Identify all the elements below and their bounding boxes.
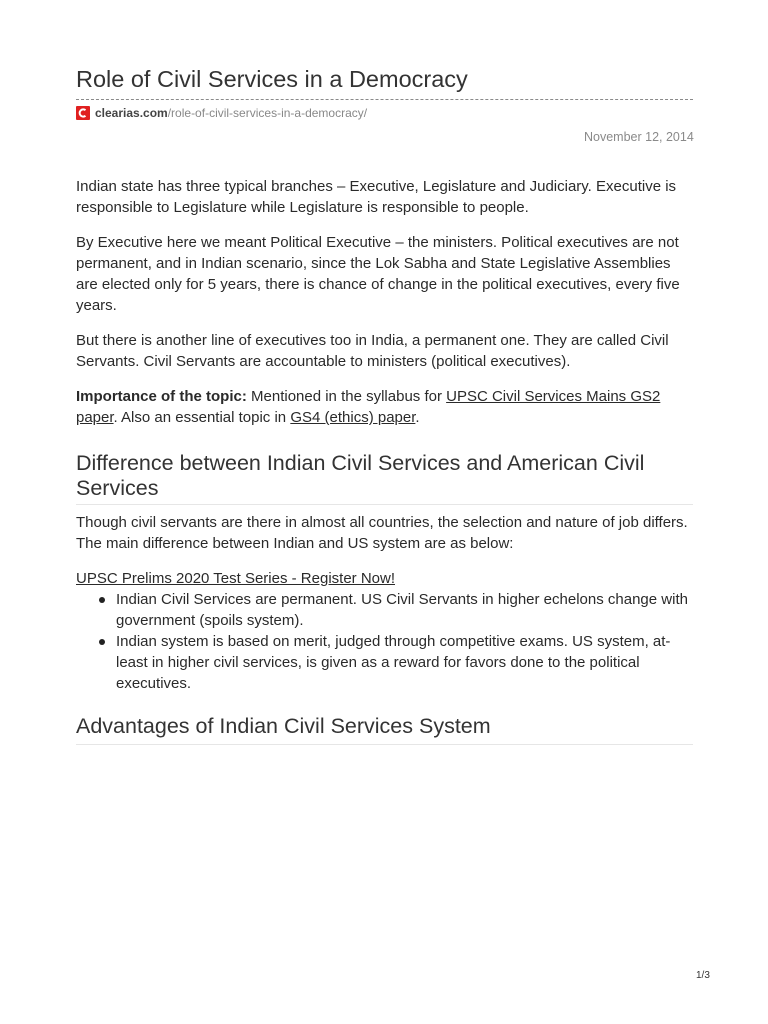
test-series-link[interactable]: UPSC Prelims 2020 Test Series - Register Now! (76, 570, 395, 587)
importance-text-2: . Also an essential topic in (113, 409, 291, 426)
importance-text-1: Mentioned in the syllabus for (246, 388, 447, 405)
gs2-paper-link[interactable]: UPSC Civil Services Mains GS2 paper (76, 388, 661, 426)
list-item-text: Indian Civil Services are permanent. US Civil Servants in higher echelons change with government (spoils system). (116, 591, 688, 629)
page-number: 1/3 (696, 970, 710, 981)
section-heading-advantages: Advantages of Indian Civil Services System (76, 714, 491, 738)
importance-label: Importance of the topic: (76, 388, 247, 405)
source-path[interactable]: /role-of-civil-services-in-a-democracy/ (167, 106, 368, 120)
importance-paragraph (76, 386, 696, 428)
importance-text-3: . (415, 409, 420, 426)
paragraph-3: But there is another line of executives too in India, a permanent one. They are called Civil Servants. Civil Servants are accountable to ministers (political executives). (76, 332, 669, 370)
list-item (76, 631, 693, 694)
paragraph-1: Indian state has three typical branches – Executive, Legislature and Judiciary. Executive is responsible to Legislature while Legislature is responsible to people. (76, 178, 677, 216)
clearias-logo-icon (76, 106, 90, 120)
section-heading-difference: Difference between Indian Civil Services and American Civil Services (76, 451, 645, 500)
gs4-paper-link[interactable]: GS4 (ethics) paper (290, 409, 416, 426)
difference-list (76, 589, 693, 694)
list-item-text: Indian system is based on merit, judged through competitive exams. US system, at-least in higher civil services, is given as a reward for favors done to the political executives. (116, 633, 671, 692)
source-domain[interactable]: clearias.com (95, 106, 168, 120)
bullet-icon (99, 597, 105, 603)
section-intro: Though civil servants are there in almost all countries, the selection and nature of job differs. The main difference between Indian and US system are as below: (76, 514, 688, 552)
list-item (76, 589, 693, 631)
source-url[interactable] (76, 104, 367, 122)
promo-paragraph (76, 568, 696, 589)
publish-date: November 12, 2014 (584, 130, 694, 144)
section-divider (76, 744, 693, 745)
paragraph-2: By Executive here we meant Political Executive – the ministers. Political executives are not permanent, and in Indian scenario, since the Lok Sabha and State Legislative Assemblies are elected only for 5 years, there is chance of change in the political executives, every five years. (76, 234, 680, 314)
section-divider (76, 504, 693, 505)
title-divider (76, 99, 693, 100)
article-title: Role of Civil Services in a Democracy (76, 66, 468, 92)
bullet-icon (99, 639, 105, 645)
